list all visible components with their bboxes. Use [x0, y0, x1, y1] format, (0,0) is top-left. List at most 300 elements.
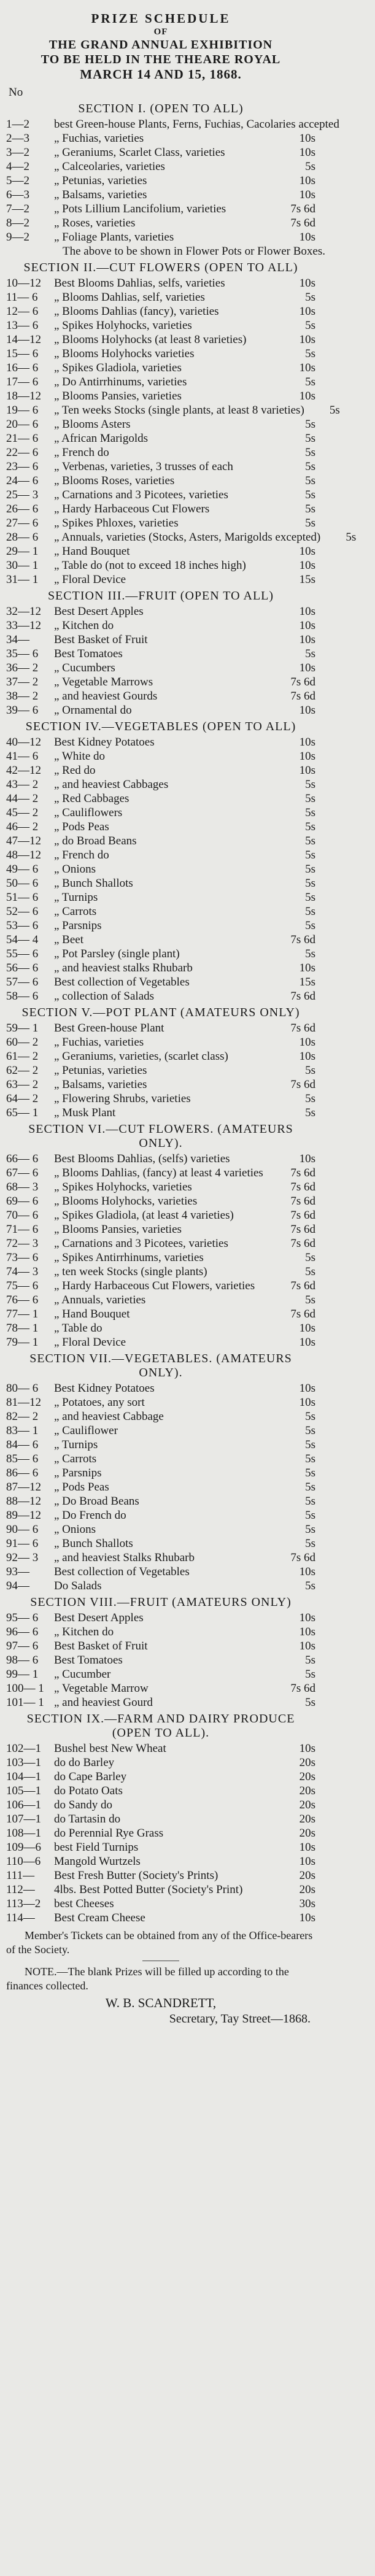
prize-row: [6, 1695, 315, 1710]
prize-description: The above to be shown in Flower Pots or Flower Boxes.: [63, 245, 325, 258]
prize-row: [6, 1551, 315, 1565]
prize-number: 17— 6: [6, 376, 39, 389]
prize-row: [6, 735, 315, 749]
prize-number: 63— 2: [6, 1078, 39, 1092]
prize-amount: 5s: [305, 503, 315, 516]
prize-row: [6, 1409, 315, 1424]
prize-number: 76— 6: [6, 1294, 39, 1307]
prize-amount: 5s: [305, 1668, 315, 1681]
prize-amount: 10s: [299, 1382, 315, 1395]
prize-amount: 7s 6d: [290, 676, 315, 689]
prize-amount: 7s 6d: [290, 217, 315, 230]
prize-description: „ Foliage Plants, varieties: [54, 231, 174, 244]
prize-row: [6, 1653, 315, 1667]
prize-number: 54— 4: [6, 933, 39, 947]
section-title: SECTION IX.—FARM AND DAIRY PRODUCE (OPEN TO ALL).: [26, 1712, 295, 1740]
prize-number: 55— 6: [6, 947, 39, 961]
prize-row: [6, 1194, 315, 1208]
prize-number: 58— 6: [6, 990, 39, 1003]
prize-description: Mangold Wurtzels: [54, 1855, 141, 1868]
prize-number: 46— 2: [6, 820, 39, 834]
prize-description: „ Balsams, varieties: [54, 188, 147, 202]
prize-number: 48—12: [6, 849, 41, 862]
prize-amount: 15s: [299, 573, 315, 587]
prize-number: 52— 6: [6, 905, 39, 919]
prize-amount: 10s: [299, 605, 315, 619]
prize-description: do do Barley: [54, 1756, 115, 1770]
prize-number: 110—6: [6, 1855, 41, 1868]
prize-description: „ Turnips: [54, 891, 98, 904]
prize-row: [6, 445, 315, 460]
prize-description: „ Table do: [54, 1322, 102, 1335]
prize-amount: 15s: [299, 976, 315, 989]
prize-row: [6, 975, 315, 989]
prize-row: [6, 431, 315, 445]
prize-amount: 10s: [299, 1841, 315, 1854]
prize-amount: 5s: [305, 1064, 315, 1078]
prize-description: Best Fresh Butter (Society's Prints): [54, 1869, 218, 1883]
prize-number: 71— 6: [6, 1223, 39, 1236]
prize-number: 60— 2: [6, 1036, 39, 1049]
sections: [6, 102, 357, 1925]
section-title: SECTION VIII.—FRUIT (AMATEURS ONLY): [30, 1595, 292, 1610]
prize-row: [6, 792, 315, 806]
prize-number: 114—: [6, 1911, 35, 1925]
prize-description: „ and heaviest Gourds: [54, 690, 158, 703]
prize-amount: 7s 6d: [290, 990, 315, 1003]
prize-number: 92— 3: [6, 1551, 39, 1565]
prize-description: „ Calceolaries, varieties: [54, 160, 165, 174]
prize-amount: 10s: [299, 1050, 315, 1063]
prize-amount: 5s: [305, 891, 315, 904]
prize-number: 30— 1: [6, 559, 39, 573]
prize-row: [6, 1438, 315, 1452]
prize-amount: 5s: [305, 1424, 315, 1438]
prize-row: [6, 1251, 315, 1265]
prize-number: 74— 3: [6, 1265, 39, 1279]
prize-number: 2—3: [6, 132, 29, 145]
prize-amount: 5s: [305, 376, 315, 389]
prize-row: [6, 417, 315, 431]
prize-description: „ and heaviest stalks Rhubarb: [54, 962, 193, 975]
prize-amount: 5s: [305, 460, 315, 474]
prize-description: „ Do Broad Beans: [54, 1495, 139, 1508]
prize-row: [6, 488, 315, 502]
prize-row: [6, 174, 315, 188]
prize-amount: 10s: [299, 231, 315, 244]
prize-description: „ Blooms Dahlias, (fancy) at least 4 varieties: [54, 1167, 263, 1180]
prize-row: [6, 230, 315, 244]
prize-number: 59— 1: [6, 1022, 39, 1035]
prize-number: 43— 2: [6, 778, 39, 792]
prize-number: 98— 6: [6, 1654, 39, 1667]
prize-number: 25— 3: [6, 488, 39, 502]
prize-amount: 7s 6d: [290, 1209, 315, 1222]
prize-amount: 5s: [305, 1294, 315, 1307]
prize-row: [6, 1625, 315, 1639]
prize-row: [6, 1667, 315, 1681]
prize-amount: 5s: [329, 404, 340, 417]
prize-row: [6, 1321, 315, 1335]
prize-number: 21— 6: [6, 432, 39, 445]
prize-row: [6, 1293, 315, 1307]
prize-row: [6, 375, 315, 389]
prize-description: „ Cauliflowers: [54, 806, 123, 820]
prize-number: 18—12: [6, 390, 41, 403]
prize-description: „ Red Cabbages: [54, 792, 130, 806]
prize-description: „ Pots Lillium Lancifolium, varieties: [54, 202, 226, 216]
prize-number: 1—2: [6, 118, 29, 131]
prize-description: „ Vegetable Marrow: [54, 1682, 149, 1695]
prize-amount: 10s: [299, 1336, 315, 1349]
prize-description: „ Vegetable Marrows: [54, 676, 153, 689]
prize-description: „ Hardy Harbaceous Cut Flowers, varieties: [54, 1279, 255, 1293]
prize-row: [6, 834, 315, 848]
prize-description: „ Blooms Asters: [54, 418, 131, 431]
title-of: OF: [153, 27, 168, 37]
prize-number: 36— 2: [6, 661, 39, 675]
prize-description: „ Petunias, varieties: [54, 174, 147, 188]
prize-number: 65— 1: [6, 1106, 39, 1120]
prize-number: 47—12: [6, 835, 41, 848]
prize-amount: 20s: [299, 1770, 315, 1784]
prize-row: [6, 604, 315, 619]
prize-description: „ Do French do: [54, 1509, 126, 1522]
prize-row: [6, 1756, 315, 1770]
prize-description: „ African Marigolds: [54, 432, 149, 445]
prize-amount: 10s: [299, 1396, 315, 1409]
prize-row: [6, 1152, 315, 1166]
prize-description: Best Tomatoes: [54, 1654, 123, 1667]
prize-amount: 5s: [305, 1467, 315, 1480]
prize-amount: 20s: [299, 1883, 315, 1897]
prize-row: [6, 1868, 315, 1883]
prize-description: Best collection of Vegetables: [54, 1565, 190, 1579]
prize-description: „ Blooms Roses, varieties: [54, 474, 175, 488]
prize-row: [6, 1681, 315, 1695]
prize-description: „ Hardy Harbaceous Cut Flowers: [54, 503, 210, 516]
prize-row: [6, 919, 315, 933]
prize-amount: 7s 6d: [290, 1551, 315, 1565]
prize-row: [6, 1279, 315, 1293]
signature: W. B. SCANDRETT,: [105, 1996, 217, 2011]
note: NOTE.—The blank Prizes will be filled up according to the finances collected.: [6, 1965, 289, 1992]
prize-description: „ ten week Stocks (single plants): [54, 1265, 207, 1279]
prize-description: „ Blooms Pansies, varieties: [54, 1223, 182, 1236]
prize-row: [6, 806, 315, 820]
prize-row: [6, 1826, 315, 1840]
prize-number: 79— 1: [6, 1336, 39, 1349]
prize-number: 77— 1: [6, 1308, 39, 1321]
prize-amount: 10s: [299, 545, 315, 558]
prize-description: „ Spikes Gladiola, varieties: [54, 361, 182, 375]
prize-amount: 5s: [305, 1092, 315, 1106]
prize-row: [6, 1063, 315, 1078]
prize-amount: 7s 6d: [290, 1181, 315, 1194]
prize-number: 100— 1: [6, 1682, 44, 1695]
prize-description: Best Kidney Potatoes: [54, 1382, 155, 1395]
no-label: No: [9, 86, 23, 99]
prize-description: „ Carnations and 3 Picotees, varieties: [54, 488, 228, 502]
prize-row: [6, 1424, 315, 1438]
prize-number: 70— 6: [6, 1209, 39, 1222]
prize-number: 111—: [6, 1869, 35, 1883]
prize-description: do Sandy do: [54, 1799, 112, 1812]
prize-description: „ Cucumber: [54, 1668, 111, 1681]
prize-description: „ Ten weeks Stocks (single plants, at least 8 varieties): [54, 404, 304, 417]
prize-amount: 5s: [305, 1523, 315, 1537]
prize-description: best Field Turnips: [54, 1841, 139, 1854]
prize-description: „ Verbenas, varieties, 3 trusses of each: [54, 460, 233, 474]
prize-amount: 7s 6d: [290, 1279, 315, 1293]
prize-amount: 7s 6d: [290, 1167, 315, 1180]
prize-number: 97— 6: [6, 1640, 39, 1653]
prize-row: [6, 573, 315, 587]
prize-row: [6, 516, 315, 530]
prize-number: 8—2: [6, 217, 29, 230]
prize-number: 68— 3: [6, 1181, 39, 1194]
prize-number: 61— 2: [6, 1050, 39, 1063]
prize-amount: 5s: [305, 877, 315, 890]
prize-row: [6, 1035, 315, 1049]
prize-number: 28— 6: [6, 531, 39, 544]
prize-description: „ White do: [54, 750, 106, 763]
prize-number: 29— 1: [6, 545, 39, 558]
prize-row: [6, 188, 315, 202]
prize-description: „ Potatoes, any sort: [54, 1396, 145, 1409]
prize-description: „ Carrots: [54, 1452, 97, 1466]
prize-amount: 10s: [299, 174, 315, 188]
prize-number: 53— 6: [6, 919, 39, 933]
prize-description: „ Spikes Holyhocks, varieties: [54, 1181, 192, 1194]
prize-number: 94—: [6, 1579, 29, 1593]
prize-number: 12— 6: [6, 305, 39, 318]
prize-number: 34—: [6, 633, 29, 647]
prize-number: 83— 1: [6, 1424, 39, 1438]
prize-row: [6, 647, 315, 661]
prize-description: Best Basket of Fruit: [54, 633, 148, 647]
prize-amount: 10s: [299, 661, 315, 675]
prize-number: 16— 6: [6, 361, 39, 375]
prize-description: „ and heaviest Stalks Rhubarb: [54, 1551, 195, 1565]
prize-row: [6, 403, 340, 417]
prize-amount: 10s: [299, 736, 315, 749]
prize-number: 82— 2: [6, 1410, 39, 1424]
prize-amount: 5s: [305, 647, 315, 661]
prize-amount: 5s: [305, 474, 315, 488]
section-title: SECTION V.—POT PLANT (AMATEURS ONLY): [21, 1006, 300, 1020]
prize-number: 40—12: [6, 736, 41, 749]
prize-number: 33—12: [6, 619, 41, 633]
prize-row: [6, 890, 315, 904]
prize-amount: 5s: [305, 446, 315, 460]
prize-description: „ Beet: [54, 933, 84, 947]
section-title: SECTION II.—CUT FLOWERS (OPEN TO ALL): [23, 261, 298, 275]
prize-description: „ Carrots: [54, 905, 97, 919]
prize-row: [6, 947, 315, 961]
prize-description: Best Kidney Potatoes: [54, 736, 155, 749]
prize-description: „ Geraniums, varieties, (scarlet class): [54, 1050, 228, 1063]
prize-row: [6, 347, 315, 361]
prize-row: [6, 1883, 315, 1897]
prize-amount: 10s: [299, 704, 315, 717]
prize-number: 45— 2: [6, 806, 39, 820]
prize-amount: 5s: [346, 531, 357, 544]
prize-number: 72— 3: [6, 1237, 39, 1251]
prize-number: 27— 6: [6, 517, 39, 530]
prize-number: 85— 6: [6, 1452, 39, 1466]
prize-description: 4lbs. Best Potted Butter (Society's Print): [54, 1883, 243, 1897]
prize-row: [6, 1021, 315, 1035]
prize-description: „ Balsams, varieties: [54, 1078, 147, 1092]
prize-description: „ Blooms Dahlias (fancy), varieties: [54, 305, 219, 318]
prize-number: 13— 6: [6, 319, 39, 333]
prize-number: 9—2: [6, 231, 29, 244]
prize-amount: 10s: [299, 1322, 315, 1335]
prize-description: „ Cucumbers: [54, 661, 115, 675]
prize-row: [6, 1166, 315, 1180]
prize-row: [6, 318, 315, 333]
title-line3: THE GRAND ANNUAL EXHIBITION: [48, 38, 273, 52]
prize-number: 31— 1: [6, 573, 39, 587]
prize-description: do Potato Oats: [54, 1784, 123, 1798]
prize-amount: 7s 6d: [290, 1308, 315, 1321]
prize-row: [6, 1770, 315, 1784]
prize-number: 102—1: [6, 1742, 41, 1756]
prize-amount: 5s: [305, 1410, 315, 1424]
prize-description: „ Floral Device: [54, 1336, 126, 1349]
prize-description: „ Ornamental do: [54, 704, 132, 717]
prize-amount: 5s: [305, 1265, 315, 1279]
prize-number: 22— 6: [6, 446, 39, 460]
prize-description: „ Flowering Shrubs, varieties: [54, 1092, 191, 1106]
prize-number: 11— 6: [6, 291, 38, 304]
prize-row: [6, 1480, 315, 1494]
prize-description: „ Musk Plant: [54, 1106, 116, 1120]
prize-row: [6, 1236, 315, 1251]
prize-amount: 5s: [305, 1481, 315, 1494]
prize-description: „ Fuchias, varieties: [54, 132, 144, 145]
prize-number: 89—12: [6, 1509, 41, 1522]
prize-number: 113—2: [6, 1897, 41, 1911]
prize-amount: 5s: [305, 1251, 315, 1265]
prize-number: 41— 6: [6, 750, 39, 763]
prize-description: „ Cauliflower: [54, 1424, 118, 1438]
prize-description: „ Kitchen do: [54, 1625, 114, 1639]
prize-row: [6, 1897, 315, 1911]
prize-amount: 10s: [299, 390, 315, 403]
prize-amount: 5s: [305, 1495, 315, 1508]
prize-number: 73— 6: [6, 1251, 39, 1265]
prize-number: 42—12: [6, 764, 41, 777]
prize-amount: 10s: [299, 1565, 315, 1579]
prize-description: Best collection of Vegetables: [54, 976, 190, 989]
prize-description: „ French do: [54, 446, 109, 460]
prize-amount: 7s 6d: [290, 1223, 315, 1236]
prize-description: do Perennial Rye Grass: [54, 1827, 164, 1840]
prize-row: [6, 1611, 315, 1625]
prize-number: 39— 6: [6, 704, 39, 717]
prize-row: [6, 1307, 315, 1321]
prize-number: 107—1: [6, 1813, 41, 1826]
prize-number: 93—: [6, 1565, 29, 1579]
prize-amount: 10s: [299, 1640, 315, 1653]
prize-description: Best Tomatoes: [54, 647, 123, 661]
prize-description: „ Red do: [54, 764, 96, 777]
prize-row: [6, 244, 325, 258]
prize-number: 80— 6: [6, 1382, 39, 1395]
prize-amount: 10s: [299, 1625, 315, 1639]
prize-amount: 10s: [299, 277, 315, 290]
prize-amount: 20s: [299, 1799, 315, 1812]
prize-row: [6, 1508, 315, 1522]
prize-description: „ Bunch Shallots: [54, 1537, 133, 1551]
prize-amount: 5s: [305, 1696, 315, 1710]
prize-row: [6, 1812, 315, 1826]
prize-description: „ Pods Peas: [54, 1481, 109, 1494]
prize-number: 105—1: [6, 1784, 41, 1798]
prize-description: „ Blooms Pansies, varieties: [54, 390, 182, 403]
prize-number: 90— 6: [6, 1523, 39, 1537]
prize-amount: 5s: [305, 319, 315, 333]
prize-amount: 10s: [299, 1911, 315, 1925]
prize-row: [6, 460, 315, 474]
prize-number: 78— 1: [6, 1322, 39, 1335]
prize-description: „ Hand Bouquet: [54, 545, 130, 558]
prize-description: „ Blooms Holyhocks, varieties: [54, 1195, 198, 1208]
section-title: SECTION III.—FRUIT (OPEN TO ALL): [47, 589, 274, 603]
title: PRIZE SCHEDULE: [91, 11, 231, 26]
prize-amount: 5s: [305, 835, 315, 848]
prize-number: 32—12: [6, 605, 41, 619]
prize-number: 62— 2: [6, 1064, 39, 1078]
prize-row: [6, 131, 315, 145]
prize-amount: 10s: [299, 1036, 315, 1049]
prize-description: Best Blooms Dahlias, selfs, varieties: [54, 277, 225, 290]
prize-row: [6, 689, 315, 703]
prize-amount: 20s: [299, 1756, 315, 1770]
prize-description: „ and heaviest Gourd: [54, 1696, 153, 1710]
prize-row: [6, 1579, 315, 1593]
prize-row: [6, 876, 315, 890]
prize-description: „ French do: [54, 849, 109, 862]
secretary-line: Secretary, Tay Street—1868.: [169, 2012, 311, 2026]
section-title: SECTION VII.—VEGETABLES. (AMATEURS ONLY).: [29, 1352, 292, 1380]
prize-description: „ Petunias, varieties: [54, 1064, 147, 1078]
prize-amount: 10s: [299, 750, 315, 763]
prize-description: „ Table do (not to exceed 18 inches high): [54, 559, 246, 573]
prize-number: 10—12: [6, 277, 41, 290]
prize-description: Best Basket of Fruit: [54, 1640, 148, 1653]
prize-row: [6, 1395, 315, 1409]
prize-row: [6, 1092, 315, 1106]
prize-amount: 10s: [299, 1152, 315, 1166]
prize-row: [6, 904, 315, 919]
prize-row: [6, 1180, 315, 1194]
prize-number: 104—1: [6, 1770, 41, 1784]
prize-number: 95— 6: [6, 1611, 39, 1625]
prize-description: „ Annuals, varieties (Stocks, Asters, Marigolds excepted): [54, 531, 321, 544]
prize-number: 99— 1: [6, 1668, 39, 1681]
prize-number: 66— 6: [6, 1152, 39, 1166]
prize-amount: 7s 6d: [290, 1195, 315, 1208]
prize-row: [6, 304, 315, 318]
prize-number: 15— 6: [6, 347, 39, 361]
prize-row: [6, 474, 315, 488]
prize-amount: 20s: [299, 1813, 315, 1826]
prize-row: [6, 530, 357, 544]
prize-description: „ Onions: [54, 863, 96, 876]
